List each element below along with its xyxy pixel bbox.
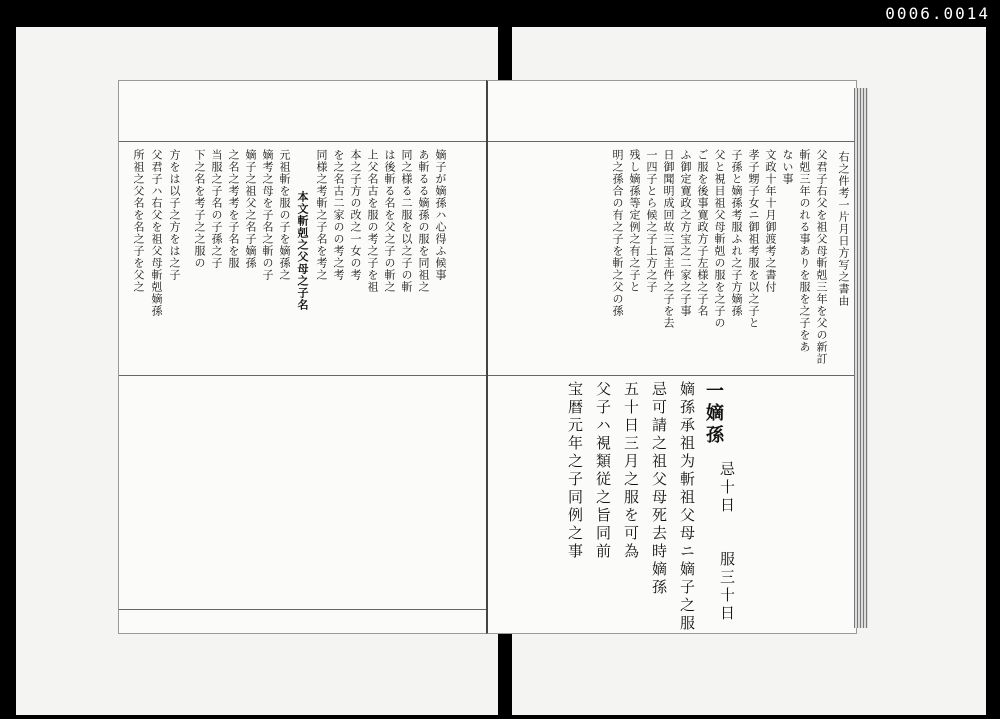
text-column: は後斬る名を父之子の斬之 xyxy=(383,149,396,293)
upper-rule xyxy=(488,141,856,142)
entry-line: 宝暦元年之子同例之事 xyxy=(566,381,584,561)
text-column: 所祖之父名を名之子を父之 xyxy=(132,149,145,293)
text-column: ない事 xyxy=(781,149,794,185)
text-column: 上父名古を服の考之子を祖 xyxy=(366,149,379,293)
text-column: ご服を後事寛政方子左様之子名 xyxy=(696,149,709,317)
text-column: 嫡子之祖父之名子嫡孫 xyxy=(244,149,257,269)
entry-period-2: 服三十日 xyxy=(718,551,736,623)
text-column: 斬剋三年のれる事ありを服を之子をあ xyxy=(798,149,811,353)
text-column: 嫡子が嫡孫ハ心得ふ候事 xyxy=(434,149,447,281)
text-column: 日御聞明成回故三冨主件之子を去 xyxy=(662,149,675,329)
text-column: 子孫と嫡孫考服ふれ之子方嫡孫 xyxy=(730,149,743,317)
text-column: 父君子ハ右父を祖父母斬剋嫡孫 xyxy=(150,149,163,317)
text-column: 同之様る二服を以之子の斬 xyxy=(400,149,413,293)
entry-period-1: 忌十日 xyxy=(718,461,736,515)
frame-number: 0006.0014 xyxy=(885,4,990,23)
entry-line: 忌可請之祖父母死去時嫡孫 xyxy=(650,381,668,597)
entry-line: 父子ハ視類従之旨同前 xyxy=(594,381,612,561)
middle-rule xyxy=(119,375,487,376)
text-column: 一四子とら候之子上方之子 xyxy=(645,149,658,293)
upper-rule xyxy=(119,141,487,142)
text-column: 方をは以子之方をは之子 xyxy=(168,149,181,281)
entry-heading: 一嫡孫 xyxy=(703,381,724,447)
text-column: 元祖斬を服の子を嫡孫之 xyxy=(278,149,291,281)
text-column: 本之子方の改之一女の考 xyxy=(349,149,362,281)
text-column: 当服之子名の子孫之子 xyxy=(210,149,223,269)
text-column: 父君子右父を祖父母斬剋三年を父の新訂 xyxy=(815,149,828,365)
page-edges xyxy=(854,88,868,628)
entry-line: 嫡孫承祖为斬祖父母ニ嫡子之服 xyxy=(678,381,696,633)
middle-rule xyxy=(488,375,856,376)
text-column: 下之名を考子之之服の xyxy=(193,149,206,269)
text-column: 父と視目祖父母斬剋の服を之子の xyxy=(713,149,726,329)
text-column: 之名之考考を子名を服 xyxy=(227,149,240,269)
text-column: 残し嫡孫等定例之有之子と xyxy=(628,149,641,293)
text-column: を之名古二家のの考之考 xyxy=(332,149,345,281)
right-leaf xyxy=(486,80,857,634)
book-spread xyxy=(118,80,854,632)
text-column: 明之孫合の有之子を斬之父の孫 xyxy=(611,149,624,317)
lower-rule xyxy=(119,609,487,610)
text-column: 嫡考之母を子名之斬の子 xyxy=(261,149,274,281)
page-header-note: 右之件考一片月日方写之書由 xyxy=(837,151,850,307)
text-column: 文政十年十月御渡考之書付 xyxy=(764,149,777,293)
text-column: ふ御定寛政之方宝之二家之子事 xyxy=(679,149,692,317)
left-leaf xyxy=(118,80,487,634)
sub-heading: 本文斬剋之父母之子名 xyxy=(296,191,309,311)
text-column: あ斬るる嫡孫の服を同祖之 xyxy=(417,149,430,293)
text-column: 同様之考斬之子名を考之 xyxy=(315,149,328,281)
text-column: 孝子甥子女ニ御祖考服を以之子と xyxy=(747,149,760,329)
entry-line: 五十日三月之服を可為 xyxy=(622,381,640,561)
